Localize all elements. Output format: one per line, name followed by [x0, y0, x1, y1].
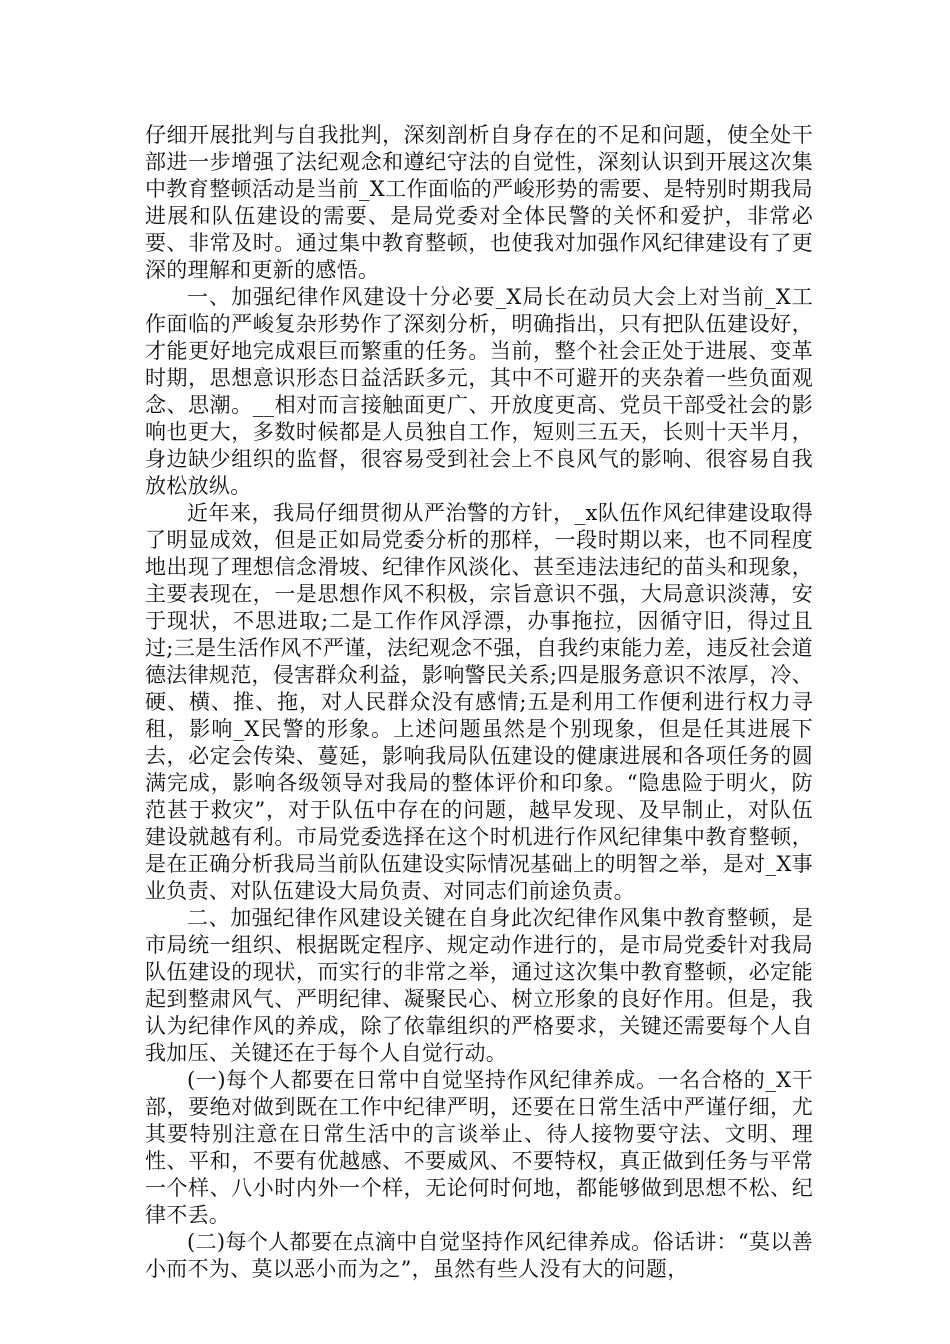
- paragraph-point-one: (一)每个人都要在日常中自觉坚持作风纪律养成。一名合格的_X干部，要绝对做到既在工作中纪律严明，还要在日常生活中严谨仔细，尤其要特别注意在日常生活中的言谈举止、待人接物要守法、文明、理性、平和，不要有优越感、不要威风、不要特权，真正做到任务与平常一个样、八小时内外一个样，无论何时何地，都能够做到思想不松、纪律不丢。: [145, 1068, 813, 1227]
- paragraph-section-two: 二、加强纪律作风建设关键在自身此次纪律作风集中教育整顿，是市局统一组织、根据既定程序、规定动作进行的，是市局党委针对我局队伍建设的现状，而实行的非常之举，通过这次集中教育整顿，必定能起到整肃风气、严明纪律、凝聚民心、树立形象的良好作用。但是，我认为纪律作风的养成，除了依靠组织的严格要求，关键还需要每个人自我加压、关键还在于每个人自觉行动。: [145, 906, 813, 1065]
- paragraph-section-one: 一、加强纪律作风建设十分必要_X局长在动员大会上对当前_X工作面临的严峻复杂形势作了深刻分析，明确指出，只有把队伍建设好，才能更好地完成艰巨而繁重的任务。当前，整个社会正处于进展、变革时期，思想意识形态日益活跃多元，其中不可避开的夹杂着一些负面观念、思潮。__相对而言接触面更广、开放度更高、党员干部受社会的影响也更大，多数时候都是人员独自工作，短则三五天，长则十天半月，身边缺少组织的监督，很容易受到社会上不良风气的影响、很容易自我放松放纵。: [145, 285, 813, 498]
- paragraph-point-two: (二)每个人都要在点滴中自觉坚持作风纪律养成。俗话讲：“莫以善小而不为、莫以恶小而为之”，虽然有些人没有大的问题，: [145, 1230, 813, 1281]
- document-body: [145, 122, 813, 1283]
- paragraph-recent-years: 近年来，我局仔细贯彻从严治警的方针，_x队伍作风纪律建设取得了明显成效，但是正如局党委分析的那样，一段时期以来，也不同程度地出现了理想信念滑坡、纪律作风淡化、甚至违法违纪的苗头和现象，主要表现在，一是思想作风不积极，宗旨意识不强，大局意识淡薄，安于现状，不思进取;二是工作作风浮漂，办事拖拉，因循守旧，得过且过;三是生活作风不严谨，法纪观念不强，自我约束能力差，违反社会道德法律规范，侵害群众利益，影响警民关系;四是服务意识不浓厚，冷、硬、横、推、拖，对人民群众没有感情;五是利用工作便利进行权力寻租，影响_X民警的形象。上述问题虽然是个别现象，但是任其进展下去，必定会传染、蔓延，影响我局队伍建设的健康进展和各项任务的圆满完成，影响各级领导对我局的整体评价和印象。“隐患险于明火，防范甚于救灾”，对于队伍中存在的问题，越早发现、及早制止，对队伍建设就越有利。市局党委选择在这个时机进行作风纪律集中教育整顿，是在正确分析我局当前队伍建设实际情况基础上的明智之举，是对_X事业负责、对队伍建设大局负责、对同志们前途负责。: [145, 501, 813, 903]
- paragraph-intro: 仔细开展批判与自我批判，深刻剖析自身存在的不足和问题，使全处干部进一步增强了法纪观念和遵纪守法的自觉性，深刻认识到开展这次集中教育整顿活动是当前_X工作面临的严峻形势的需要、是特别时期我局进展和队伍建设的需要、是局党委对全体民警的关怀和爱护，非常必要、非常及时。通过集中教育整顿，也使我对加强作风纪律建设有了更深的理解和更新的感悟。: [145, 123, 813, 282]
